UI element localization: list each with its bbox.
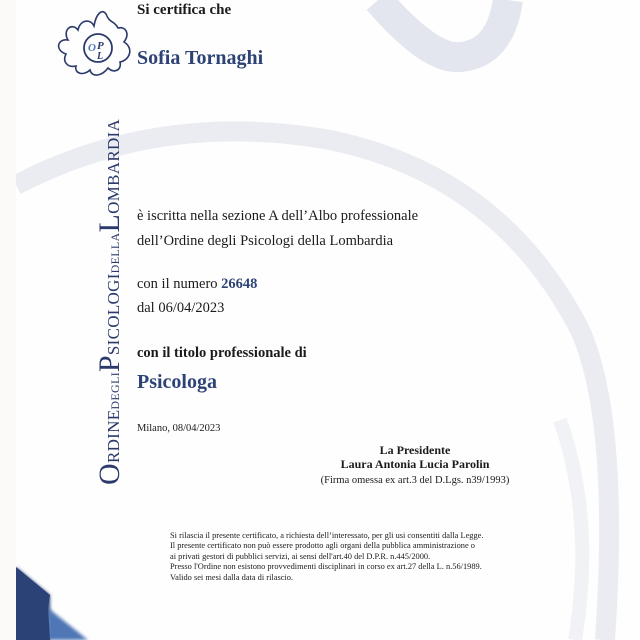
registration-number-line (137, 276, 257, 293)
footer-line: Si rilascia il presente certificato, a richiesta dell’interessato, per gli usi consentiti dalla Legge. (170, 531, 484, 540)
svg-text:L: L (97, 51, 104, 62)
registration-number: 26648 (221, 276, 258, 292)
title-label: con il titolo professionale di (137, 345, 307, 361)
signature-block (300, 443, 530, 486)
number-prefix: con il numero (137, 276, 222, 292)
professional-title: Psicologa (137, 371, 217, 393)
footer-notes (170, 531, 483, 583)
svg-text:P: P (97, 40, 104, 52)
signature-note: (Firma omessa ex art.3 del D.Lgs. n39/1993) (320, 475, 510, 486)
footer-line: Presso l'Ordine non esistono provvedimenti disciplinari in corso ex art.27 della L. n.56/1989. (170, 562, 482, 572)
place-date: Milano, 08/04/2023 (137, 423, 221, 434)
certification-intro: Si certifica che (137, 2, 232, 18)
registration-line-1: è iscritta nella sezione A dell’Albo professionale (137, 208, 419, 224)
footer-line: ai privati gestori di pubblici servizi, ai sensi dell'art.40 del D.P.R. n.445/2000. (170, 551, 431, 561)
signatory-name: Laura Antonia Lucia Parolin (340, 457, 490, 471)
registration-since: dal 06/04/2023 (137, 300, 225, 316)
organization-vertical-name: ORDINEDEGLIPSICOLOGIDELLALOMBARDIA (93, 118, 126, 485)
svg-text:O: O (88, 42, 96, 54)
holder-name: Sofia Tornaghi (137, 47, 264, 69)
registration-line-2: dell’Ordine degli Psicologi della Lombardia (137, 233, 394, 249)
footer-line: Valido sei mesi dalla data di rilascio. (170, 572, 294, 582)
footer-line: Il presente certificato non può essere prodotto agli organi della pubblica amministrazione o (170, 541, 475, 551)
signatory-role: La Presidente (379, 443, 451, 457)
